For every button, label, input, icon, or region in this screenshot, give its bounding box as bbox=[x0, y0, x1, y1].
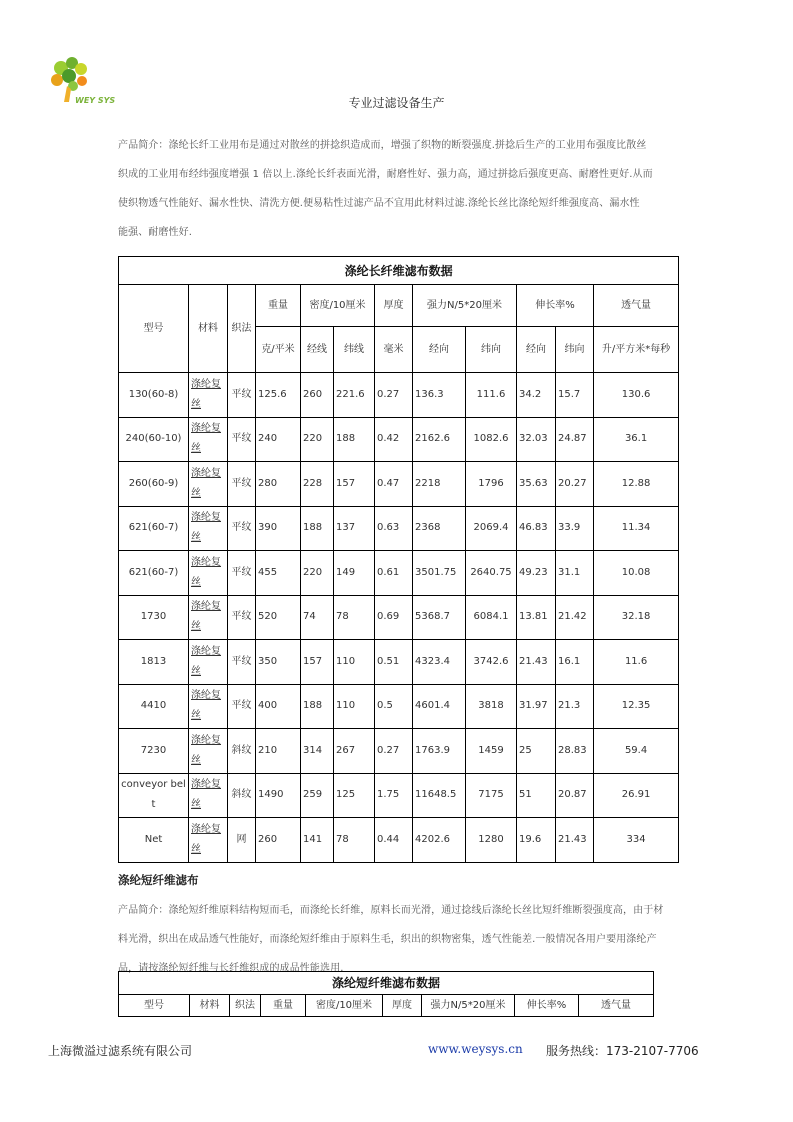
cell-model: 130(60-8) bbox=[119, 373, 189, 418]
cell-weft-density: 221.6 bbox=[334, 373, 375, 418]
subheader-weight-unit: 克/平米 bbox=[256, 327, 301, 373]
cell-elongation-weft: 15.7 bbox=[556, 373, 594, 418]
cell-elongation-warp: 19.6 bbox=[517, 818, 556, 863]
cell-material: 涤纶复丝 bbox=[189, 551, 228, 596]
cell-weight: 350 bbox=[256, 640, 301, 685]
cell-thickness: 0.47 bbox=[375, 462, 413, 507]
cell-elongation-weft: 21.43 bbox=[556, 818, 594, 863]
table-caption: 涤纶长纤维滤布数据 bbox=[119, 257, 679, 285]
cell-warp-density: 188 bbox=[301, 684, 334, 729]
cell-thickness: 0.61 bbox=[375, 551, 413, 596]
cell-thickness: 0.63 bbox=[375, 506, 413, 551]
cell-weft-density: 110 bbox=[334, 640, 375, 685]
footer-website-link[interactable]: www.weysys.cn bbox=[428, 1042, 523, 1056]
cell-air-permeability: 10.08 bbox=[594, 551, 679, 596]
cell-weft-density: 125 bbox=[334, 773, 375, 818]
cell-elongation-warp: 13.81 bbox=[517, 595, 556, 640]
cell-weight: 1490 bbox=[256, 773, 301, 818]
intro-paragraph-long-fiber bbox=[118, 131, 678, 247]
table-row bbox=[119, 729, 679, 774]
cell-elongation-warp: 51 bbox=[517, 773, 556, 818]
cell-weight: 260 bbox=[256, 818, 301, 863]
cell-material: 涤纶复丝 bbox=[189, 640, 228, 685]
cell-elongation-weft: 20.87 bbox=[556, 773, 594, 818]
cell-elongation-warp: 25 bbox=[517, 729, 556, 774]
intro-line: 织成的工业用布经纬强度增强 1 倍以上.涤纶长纤表面光滑，耐磨性好、强力高，通过拼捻后强度更高、耐磨性更好.从而 bbox=[118, 169, 653, 180]
cell-strength-warp: 5368.7 bbox=[413, 595, 466, 640]
cell-weave: 平纹 bbox=[228, 417, 256, 462]
cell-weft-density: 137 bbox=[334, 506, 375, 551]
header-model: 型号 bbox=[119, 995, 190, 1017]
cell-elongation-warp: 31.97 bbox=[517, 684, 556, 729]
cell-model: 1813 bbox=[119, 640, 189, 685]
cell-strength-warp: 136.3 bbox=[413, 373, 466, 418]
cell-material: 涤纶复丝 bbox=[189, 684, 228, 729]
subheader-elongation-warp: 经向 bbox=[517, 327, 556, 373]
cell-material: 涤纶复丝 bbox=[189, 417, 228, 462]
cell-elongation-weft: 21.3 bbox=[556, 684, 594, 729]
cell-material: 涤纶复丝 bbox=[189, 773, 228, 818]
cell-strength-warp: 3501.75 bbox=[413, 551, 466, 596]
cell-thickness: 0.69 bbox=[375, 595, 413, 640]
cell-weave: 平纹 bbox=[228, 595, 256, 640]
cell-strength-warp: 4323.4 bbox=[413, 640, 466, 685]
subheader-thickness-unit: 毫米 bbox=[375, 327, 413, 373]
cell-material: 涤纶复丝 bbox=[189, 373, 228, 418]
cell-weight: 455 bbox=[256, 551, 301, 596]
intro-line: 品，请按涤纶短纤维与长纤维织成的成品性能选用. bbox=[118, 963, 344, 974]
cell-warp-density: 141 bbox=[301, 818, 334, 863]
header-air: 透气量 bbox=[594, 285, 679, 327]
subheader-air-unit: 升/平方米*每秒 bbox=[594, 327, 679, 373]
subheader-elongation-weft: 纬向 bbox=[556, 327, 594, 373]
cell-strength-weft: 1459 bbox=[466, 729, 517, 774]
cell-material: 涤纶复丝 bbox=[189, 729, 228, 774]
cell-model: conveyor belt bbox=[119, 773, 189, 818]
subheader-warp: 经线 bbox=[301, 327, 334, 373]
cell-weft-density: 157 bbox=[334, 462, 375, 507]
header-air: 透气量 bbox=[579, 995, 654, 1017]
table-row bbox=[119, 373, 679, 418]
header-density: 密度/10厘米 bbox=[306, 995, 383, 1017]
table-caption: 涤纶短纤维滤布数据 bbox=[119, 972, 654, 995]
cell-thickness: 0.27 bbox=[375, 373, 413, 418]
cell-warp-density: 157 bbox=[301, 640, 334, 685]
cell-model: 621(60-7) bbox=[119, 506, 189, 551]
intro-line: 使织物透气性能好、漏水性快、清洗方便.便易粘性过滤产品不宜用此材料过滤.涤纶长丝比涤纶短纤维强度高、漏水性 bbox=[118, 198, 640, 209]
header-model: 型号 bbox=[119, 285, 189, 373]
cell-strength-warp: 2368 bbox=[413, 506, 466, 551]
cell-air-permeability: 11.34 bbox=[594, 506, 679, 551]
logo-text: WEY SYS bbox=[75, 96, 116, 105]
cell-weight: 210 bbox=[256, 729, 301, 774]
cell-air-permeability: 130.6 bbox=[594, 373, 679, 418]
header-weave: 织法 bbox=[228, 285, 256, 373]
cell-model: 621(60-7) bbox=[119, 551, 189, 596]
cell-weft-density: 188 bbox=[334, 417, 375, 462]
cell-thickness: 0.27 bbox=[375, 729, 413, 774]
cell-air-permeability: 36.1 bbox=[594, 417, 679, 462]
cell-air-permeability: 12.88 bbox=[594, 462, 679, 507]
cell-elongation-weft: 28.83 bbox=[556, 729, 594, 774]
cell-weave: 斜纹 bbox=[228, 773, 256, 818]
cell-warp-density: 74 bbox=[301, 595, 334, 640]
cell-strength-warp: 11648.5 bbox=[413, 773, 466, 818]
cell-elongation-warp: 49.23 bbox=[517, 551, 556, 596]
cell-warp-density: 188 bbox=[301, 506, 334, 551]
cell-elongation-warp: 32.03 bbox=[517, 417, 556, 462]
header-material: 材料 bbox=[189, 285, 228, 373]
cell-model: 1730 bbox=[119, 595, 189, 640]
intro-line: 能强、耐磨性好. bbox=[118, 227, 192, 238]
cell-strength-warp: 2162.6 bbox=[413, 417, 466, 462]
cell-weight: 390 bbox=[256, 506, 301, 551]
cell-thickness: 0.44 bbox=[375, 818, 413, 863]
header-elongation: 伸长率% bbox=[515, 995, 579, 1017]
cell-elongation-weft: 21.42 bbox=[556, 595, 594, 640]
cell-weft-density: 149 bbox=[334, 551, 375, 596]
table-row bbox=[119, 684, 679, 729]
cell-thickness: 0.5 bbox=[375, 684, 413, 729]
cell-elongation-weft: 33.9 bbox=[556, 506, 594, 551]
cell-strength-warp: 4202.6 bbox=[413, 818, 466, 863]
cell-model: 4410 bbox=[119, 684, 189, 729]
short-fiber-spec-table bbox=[118, 971, 654, 1017]
cell-strength-weft: 3742.6 bbox=[466, 640, 517, 685]
table-body bbox=[119, 373, 679, 863]
header-weight: 重量 bbox=[256, 285, 301, 327]
cell-strength-warp: 2218 bbox=[413, 462, 466, 507]
cell-strength-weft: 111.6 bbox=[466, 373, 517, 418]
table-row bbox=[119, 640, 679, 685]
cell-weight: 280 bbox=[256, 462, 301, 507]
cell-warp-density: 228 bbox=[301, 462, 334, 507]
cell-warp-density: 259 bbox=[301, 773, 334, 818]
cell-model: 7230 bbox=[119, 729, 189, 774]
cell-model: 260(60-9) bbox=[119, 462, 189, 507]
cell-strength-weft: 2069.4 bbox=[466, 506, 517, 551]
cell-elongation-weft: 16.1 bbox=[556, 640, 594, 685]
header-strength: 强力N/5*20厘米 bbox=[413, 285, 517, 327]
cell-strength-warp: 1763.9 bbox=[413, 729, 466, 774]
header-thickness: 厚度 bbox=[383, 995, 422, 1017]
cell-weave: 平纹 bbox=[228, 373, 256, 418]
cell-strength-weft: 2640.75 bbox=[466, 551, 517, 596]
cell-thickness: 1.75 bbox=[375, 773, 413, 818]
cell-air-permeability: 11.6 bbox=[594, 640, 679, 685]
intro-line: 产品简介：涤纶长纤工业用布是通过对散丝的拼捻织造成而，增强了织物的断裂强度.拼捻后生产的工业用布强度比散丝 bbox=[118, 140, 647, 151]
cell-weave: 平纹 bbox=[228, 640, 256, 685]
cell-warp-density: 314 bbox=[301, 729, 334, 774]
cell-elongation-warp: 34.2 bbox=[517, 373, 556, 418]
subheader-weft: 纬线 bbox=[334, 327, 375, 373]
subheader-strength-weft: 纬向 bbox=[466, 327, 517, 373]
table-row bbox=[119, 773, 679, 818]
cell-weave: 斜纹 bbox=[228, 729, 256, 774]
cell-material: 涤纶复丝 bbox=[189, 462, 228, 507]
header-material: 材料 bbox=[190, 995, 230, 1017]
cell-strength-weft: 1796 bbox=[466, 462, 517, 507]
cell-elongation-warp: 21.43 bbox=[517, 640, 556, 685]
cell-material: 涤纶复丝 bbox=[189, 818, 228, 863]
table-row bbox=[119, 818, 679, 863]
cell-elongation-weft: 31.1 bbox=[556, 551, 594, 596]
table-row bbox=[119, 595, 679, 640]
cell-weave: 平纹 bbox=[228, 684, 256, 729]
cell-weft-density: 110 bbox=[334, 684, 375, 729]
cell-thickness: 0.51 bbox=[375, 640, 413, 685]
cell-strength-weft: 7175 bbox=[466, 773, 517, 818]
footer-company-name: 上海微溢过滤系统有限公司 bbox=[48, 1044, 193, 1058]
cell-weight: 240 bbox=[256, 417, 301, 462]
cell-weight: 400 bbox=[256, 684, 301, 729]
cell-material: 涤纶复丝 bbox=[189, 595, 228, 640]
cell-air-permeability: 26.91 bbox=[594, 773, 679, 818]
section-heading-short-fiber: 涤纶短纤维滤布 bbox=[118, 873, 199, 887]
cell-strength-warp: 4601.4 bbox=[413, 684, 466, 729]
header-weight: 重量 bbox=[261, 995, 306, 1017]
cell-air-permeability: 12.35 bbox=[594, 684, 679, 729]
table-row bbox=[119, 506, 679, 551]
cell-thickness: 0.42 bbox=[375, 417, 413, 462]
cell-elongation-warp: 35.63 bbox=[517, 462, 556, 507]
cell-elongation-warp: 46.83 bbox=[517, 506, 556, 551]
cell-weft-density: 267 bbox=[334, 729, 375, 774]
cell-model: Net bbox=[119, 818, 189, 863]
cell-weight: 125.6 bbox=[256, 373, 301, 418]
header-strength: 强力N/5*20厘米 bbox=[422, 995, 515, 1017]
cell-strength-weft: 1082.6 bbox=[466, 417, 517, 462]
header-weave: 织法 bbox=[230, 995, 261, 1017]
cell-strength-weft: 6084.1 bbox=[466, 595, 517, 640]
footer-hotline: 服务热线：173-2107-7706 bbox=[546, 1044, 699, 1058]
cell-strength-weft: 1280 bbox=[466, 818, 517, 863]
long-fiber-spec-table bbox=[118, 256, 679, 863]
header-density: 密度/10厘米 bbox=[301, 285, 375, 327]
table-row bbox=[119, 417, 679, 462]
header-title: 专业过滤设备生产 bbox=[348, 96, 445, 110]
cell-elongation-weft: 24.87 bbox=[556, 417, 594, 462]
cell-weave: 平纹 bbox=[228, 506, 256, 551]
cell-elongation-weft: 20.27 bbox=[556, 462, 594, 507]
cell-warp-density: 260 bbox=[301, 373, 334, 418]
intro-paragraph-short-fiber bbox=[118, 896, 678, 983]
intro-line: 料光滑，织出在成品透气性能好，而涤纶短纤维由于原料生毛，织出的织物密集，透气性能差.一般情况各用户要用涤纶产 bbox=[118, 934, 657, 945]
cell-weave: 网 bbox=[228, 818, 256, 863]
intro-line: 产品简介：涤纶短纤维原料结构短而毛，而涤纶长纤维，原料长而光滑，通过捻线后涤纶长丝比短纤维断裂强度高，由于材 bbox=[118, 905, 664, 916]
table-row bbox=[119, 551, 679, 596]
cell-model: 240(60-10) bbox=[119, 417, 189, 462]
cell-air-permeability: 59.4 bbox=[594, 729, 679, 774]
cell-weave: 平纹 bbox=[228, 462, 256, 507]
header-elongation: 伸长率% bbox=[517, 285, 594, 327]
cell-weight: 520 bbox=[256, 595, 301, 640]
subheader-strength-warp: 经向 bbox=[413, 327, 466, 373]
cell-air-permeability: 334 bbox=[594, 818, 679, 863]
cell-material: 涤纶复丝 bbox=[189, 506, 228, 551]
cell-air-permeability: 32.18 bbox=[594, 595, 679, 640]
cell-weft-density: 78 bbox=[334, 595, 375, 640]
cell-strength-weft: 3818 bbox=[466, 684, 517, 729]
header-thickness: 厚度 bbox=[375, 285, 413, 327]
table-row bbox=[119, 462, 679, 507]
cell-weft-density: 78 bbox=[334, 818, 375, 863]
cell-warp-density: 220 bbox=[301, 417, 334, 462]
cell-warp-density: 220 bbox=[301, 551, 334, 596]
cell-weave: 平纹 bbox=[228, 551, 256, 596]
